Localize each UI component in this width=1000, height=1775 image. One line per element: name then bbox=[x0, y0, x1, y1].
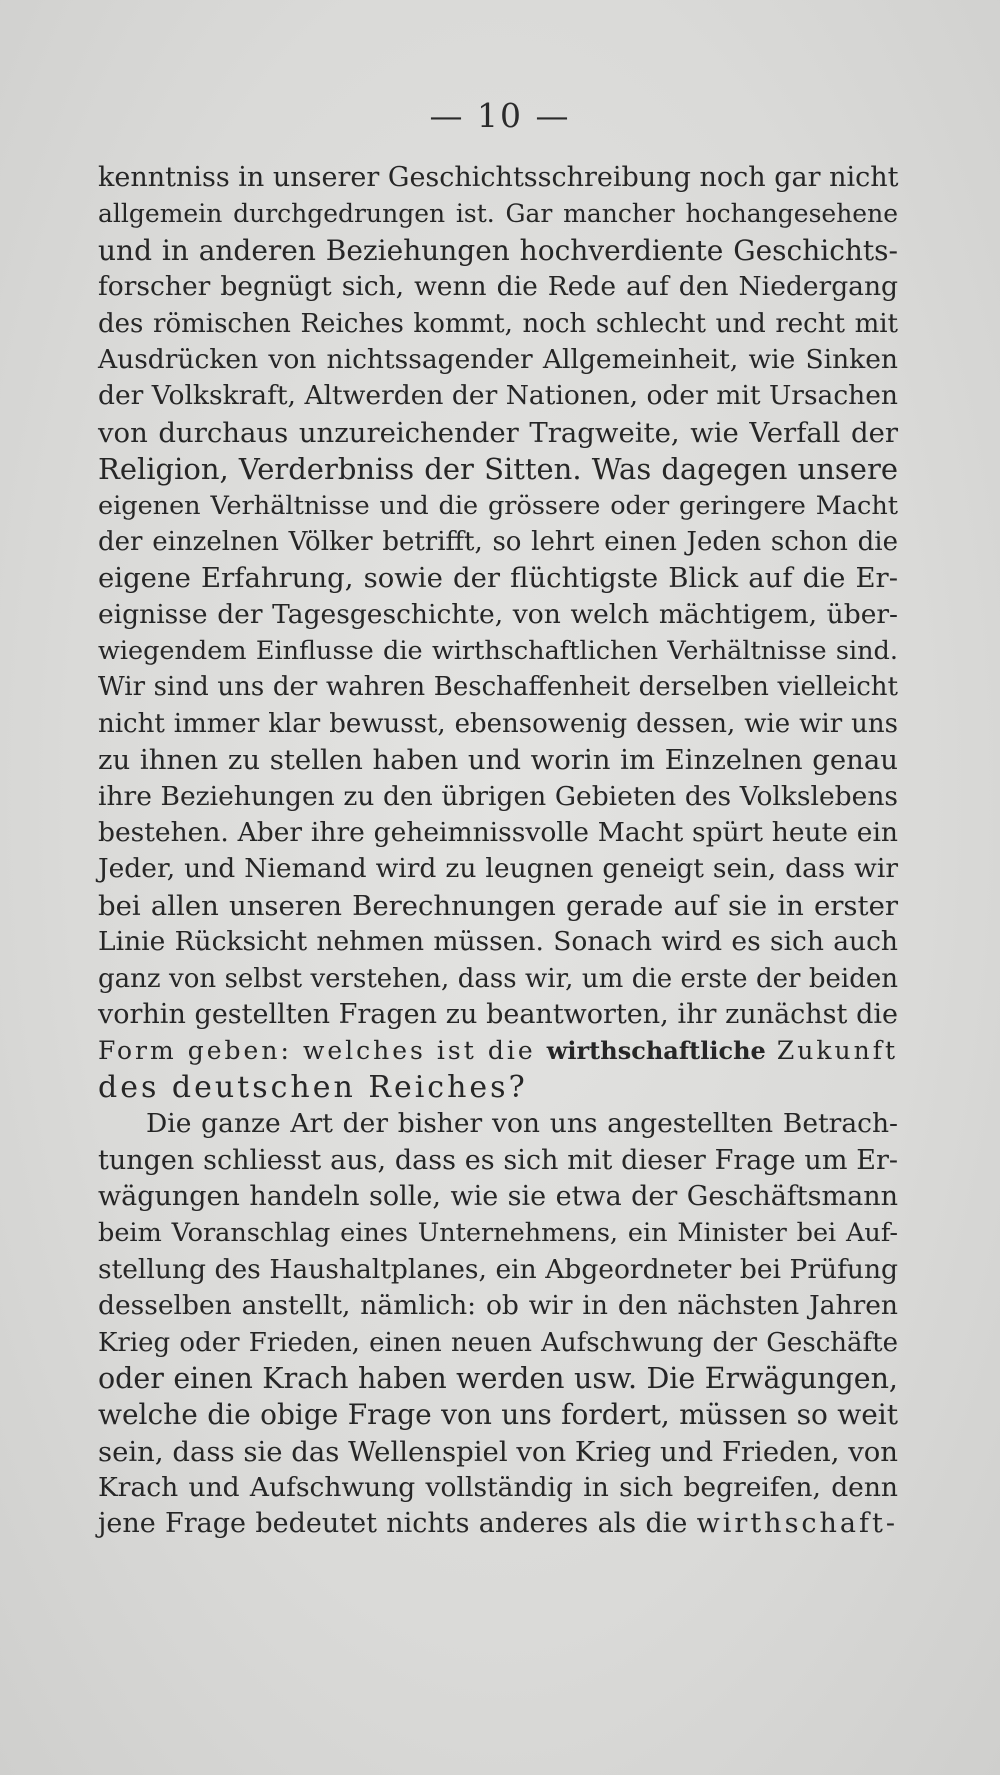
text-line: wägungen handeln solle, wie sie etwa der Geschäftsmann bbox=[98, 1180, 898, 1212]
paragraph-2 bbox=[98, 1106, 898, 1543]
text-line: eigenen Verhältnisse und die grössere oder geringere Macht bbox=[98, 490, 898, 521]
text-line: welche die obige Frage von uns fordert, müssen so weit bbox=[98, 1398, 898, 1432]
text-span: Form geben: welches ist die bbox=[98, 1036, 547, 1066]
text-line: eignisse der Tagesgeschichte, von welch mächtigem, über- bbox=[98, 598, 898, 630]
text-line: kenntniss in unserer Geschichtsschreibung noch gar nicht bbox=[98, 162, 899, 193]
text-line: des römischen Reiches kommt, noch schlecht und recht mit bbox=[98, 308, 898, 339]
text-span: Zukunft bbox=[765, 1036, 899, 1066]
text-line: tungen schliesst aus, dass es sich mit dieser Frage um Er- bbox=[98, 1144, 898, 1176]
text-line: Krach und Aufschwung vollständig in sich begreifen, denn bbox=[98, 1472, 898, 1504]
text-line: forscher begnügt sich, wenn die Rede auf den Niedergang bbox=[98, 271, 898, 303]
text-line: Wir sind uns der wahren Beschaffenheit derselben vielleicht bbox=[98, 672, 898, 703]
text-line: der Volkskraft, Altwerden der Nationen, oder mit Ursachen bbox=[98, 380, 898, 412]
text-span: wirthschaft- bbox=[696, 1508, 898, 1540]
text-line: zu ihnen zu stellen haben und worin im Einzelnen genau bbox=[98, 744, 898, 777]
text-line: Krieg oder Frieden, einen neuen Aufschwung der Geschäfte bbox=[98, 1327, 898, 1358]
text-line: der einzelnen Völker betrifft, so lehrt einen Jeden schon die bbox=[98, 526, 898, 557]
text-line bbox=[98, 1033, 898, 1069]
text-line: und in anderen Beziehungen hochverdiente Geschichts- bbox=[98, 233, 898, 267]
text-line: oder einen Krach haben werden usw. Die Erwägungen, bbox=[98, 1361, 898, 1395]
text-line: sein, dass sie das Wellenspiel von Krieg und Frieden, von bbox=[98, 1435, 898, 1468]
text-line: ganz von selbst verstehen, dass wir, um die erste der beiden bbox=[98, 963, 898, 994]
text-span: jene Frage bedeutet nichts anderes als die bbox=[98, 1508, 697, 1540]
text-line: beim Voranschlag eines Unternehmens, ein Minister bei Auf- bbox=[98, 1218, 898, 1249]
emphasis-word: wirthschaftliche bbox=[546, 1036, 766, 1066]
text-line: Ausdrücken von nichtssagender Allgemeinheit, wie Sinken bbox=[98, 343, 898, 375]
body-text bbox=[98, 160, 898, 1543]
text-line: Religion, Verderbniss der Sitten. Was dagegen unsere bbox=[98, 452, 898, 487]
paragraph-1 bbox=[98, 160, 898, 1106]
text-line: wiegendem Einflusse die wirthschaftlichen Verhältnisse sind. bbox=[98, 636, 898, 667]
text-line: eigene Erfahrung, sowie der flüchtigste Blick auf die Er- bbox=[98, 562, 898, 595]
text-line: nicht immer klar bewusst, ebensowenig dessen, wie wir uns bbox=[98, 708, 898, 739]
text-line: Die ganze Art der bisher von uns angestellten Betrach- bbox=[146, 1108, 898, 1140]
text-line: Jeder, und Niemand wird zu leugnen geneigt sein, dass wir bbox=[98, 853, 898, 885]
text-line: ihre Beziehungen zu den übrigen Gebieten des Volkslebens bbox=[98, 780, 898, 812]
text-line: desselben anstellt, nämlich: ob wir in den nächsten Jahren bbox=[98, 1290, 898, 1322]
page-number: — 10 — bbox=[429, 96, 571, 135]
text-line bbox=[98, 1506, 898, 1542]
text-line: Linie Rücksicht nehmen müssen. Sonach wird es sich auch bbox=[98, 926, 898, 958]
text-line: von durchaus unzureichender Tragweite, wie Verfall der bbox=[98, 416, 898, 449]
text-line: des deutschen Reiches? bbox=[98, 1069, 528, 1105]
text-line: bei allen unseren Berechnungen gerade auf sie in erster bbox=[98, 889, 898, 922]
text-line: stellung des Haushaltplanes, ein Abgeordneter bei Prüfung bbox=[98, 1253, 898, 1285]
text-line: bestehen. Aber ihre geheimnissvolle Macht spürt heute ein bbox=[98, 817, 898, 849]
text-line: allgemein durchgedrungen ist. Gar mancher hochangesehene bbox=[98, 199, 898, 229]
text-line: vorhin gestellten Fragen zu beantworten, ihr zunächst die bbox=[98, 998, 898, 1030]
